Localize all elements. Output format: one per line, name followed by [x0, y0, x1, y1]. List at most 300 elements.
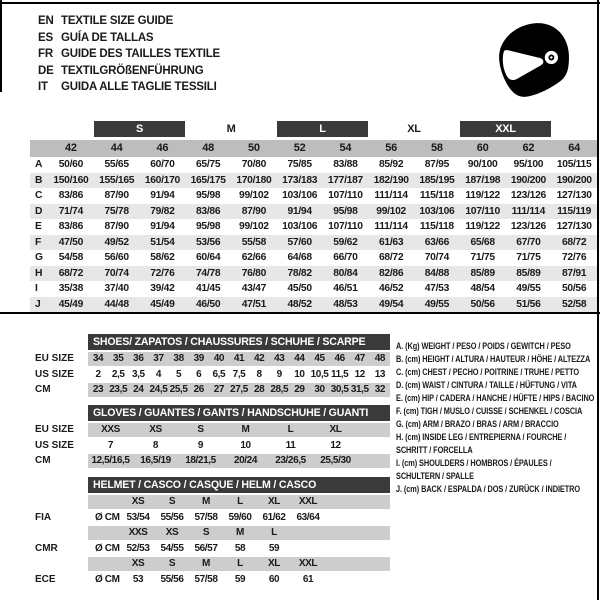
spacer — [30, 405, 88, 421]
size-value-cell: 76/80 — [231, 266, 277, 282]
helmet-size-row — [30, 556, 390, 572]
legend-text: D. (cm) WAIST / CINTURA / TAILLE / HÜFTUNG / VITA — [396, 380, 577, 390]
table-row — [30, 382, 390, 398]
legend-text: F. (cm) TIGH / MUSLO / CUISSE / SCHENKEL / COSCIA — [396, 406, 583, 416]
helmet-size-label: S — [168, 496, 176, 507]
row-label: CM — [35, 384, 51, 395]
helmet-sizes — [88, 525, 390, 541]
standard-label: FIA — [35, 511, 52, 523]
legend-text: J. (cm) BACK / ESPALDA / DOS / ZURÜCK / INDIETRO — [396, 484, 581, 494]
size-value-cell: 78/82 — [277, 266, 323, 282]
size-value-cell: 84/88 — [414, 266, 460, 282]
value-cell: 13 — [374, 368, 386, 380]
value-cell: 24,5 — [149, 384, 168, 395]
helmet-size-label: XL — [268, 496, 280, 507]
spacer — [551, 121, 597, 137]
value-cell: 3,5 — [131, 368, 145, 380]
helmet-values — [88, 510, 390, 526]
helmet-value-cell: 61 — [302, 573, 314, 585]
value-cell: 18/21,5 — [185, 455, 216, 466]
helmet-value-cell: 53/54 — [126, 511, 150, 523]
helmet-size-label: S — [168, 558, 176, 569]
table-row — [30, 351, 390, 367]
table-row — [30, 367, 390, 383]
filler — [325, 556, 390, 572]
spacer — [30, 525, 88, 541]
row-letter: G — [35, 252, 43, 263]
size-value-cell: 83/86 — [185, 204, 231, 220]
size-value-cell: 87/91 — [551, 266, 597, 282]
helmet-table-rows — [30, 494, 390, 587]
size-value-cell: 111/114 — [374, 221, 408, 232]
helmet-value-cell: 56/57 — [194, 542, 218, 554]
value-cell: S — [197, 424, 204, 435]
value-cell: 10 — [240, 439, 251, 451]
row-letter: C — [35, 190, 43, 201]
column-header: 52 — [277, 140, 323, 157]
column-header: 56 — [368, 140, 414, 157]
size-value-cell: 187/198 — [460, 173, 506, 189]
helmet-size-table — [30, 477, 390, 587]
spacer — [30, 556, 88, 572]
helmet-value-cell: 63/64 — [296, 511, 320, 523]
standard-label: ECE — [35, 573, 56, 585]
value-cell: 27,5 — [230, 384, 248, 395]
size-value-cell: 95/98 — [195, 190, 221, 201]
value-cell: 16,5/19 — [140, 455, 171, 466]
spacer — [88, 494, 121, 510]
size-value-cell: 74/78 — [185, 266, 231, 282]
helmet-value-cell: 55/56 — [160, 573, 184, 585]
size-value-cell: 103/106 — [414, 204, 460, 220]
column-header: 62 — [506, 140, 552, 157]
size-value-cell: 165/175 — [185, 173, 231, 189]
value-cell: 23,5 — [109, 384, 128, 395]
legend-text: H. (cm) INSIDE LEG / ENTREPIERNA / FOURCHE / — [396, 432, 567, 442]
legend-line — [396, 336, 596, 349]
size-value-cell: 52/58 — [551, 297, 597, 313]
size-value-cell: 57/60 — [277, 235, 323, 251]
diameter-label: Ø CM — [95, 573, 120, 585]
language-row — [38, 13, 220, 30]
row-letter: F — [30, 235, 48, 251]
filler — [358, 422, 390, 438]
size-value-cell: 190/200 — [551, 173, 597, 189]
legend-text: B. (cm) HEIGHT / ALTURA / HAUTEUR / HÖHE / ALTEZZA — [396, 354, 591, 364]
size-value-cell: 82/86 — [368, 266, 414, 282]
size-value-cell: 72/76 — [561, 252, 587, 263]
value-cell: 42 — [253, 353, 265, 364]
size-value-cell: 87/90 — [231, 204, 277, 220]
table-row — [30, 422, 390, 438]
spacer — [88, 556, 121, 572]
size-value-cell: 70/74 — [94, 266, 140, 282]
size-value-cell: 51/54 — [140, 235, 186, 251]
size-value-cell: 63/66 — [414, 235, 460, 251]
filler — [325, 525, 390, 541]
size-value-cell: 170/180 — [231, 173, 277, 189]
column-header: 54 — [323, 140, 369, 157]
size-value-cell: 55/58 — [231, 235, 277, 251]
language-row — [38, 79, 220, 96]
value-cell: 40 — [213, 353, 225, 364]
size-value-cell: 54/58 — [58, 252, 84, 263]
language-code: EN — [38, 15, 54, 27]
size-value-cell: 68/72 — [551, 235, 597, 251]
value-cell: 12,5/16,5 — [91, 455, 130, 466]
size-value-cell: 95/98 — [195, 221, 221, 232]
spacer — [30, 477, 88, 493]
value-cell: 30,5 — [330, 384, 349, 395]
value-cell: 23/26,5 — [275, 455, 306, 466]
row-values — [88, 367, 390, 383]
size-value-cell: 83/86 — [58, 221, 84, 232]
racing-helmet-icon — [488, 16, 576, 106]
gloves-size-table — [30, 405, 390, 469]
helmet-size-label: L — [271, 527, 277, 538]
size-value-cell: 35/38 — [58, 283, 84, 294]
value-cell: 10 — [294, 368, 305, 380]
value-cell: 45 — [314, 353, 325, 364]
row-label: US SIZE — [35, 368, 74, 380]
size-value-cell: 46/50 — [185, 297, 231, 313]
helmet-value-cell: 57/58 — [194, 511, 218, 523]
filler — [325, 572, 390, 588]
column-header: 64 — [551, 140, 597, 157]
value-cell: 7,5 — [232, 368, 246, 380]
row-label: CM — [35, 455, 51, 466]
helmet-size-label: XXL — [298, 558, 318, 569]
value-cell: 12 — [330, 439, 341, 451]
size-value-cell: 70/74 — [424, 252, 450, 263]
size-value-cell: 48/52 — [277, 297, 323, 313]
value-cell: 28 — [253, 384, 265, 395]
helmet-size-label: M — [236, 527, 244, 538]
helmet-value-row — [30, 572, 390, 588]
helmet-value-row — [30, 510, 390, 526]
size-value-cell: 190/200 — [506, 173, 552, 189]
value-cell: 47 — [354, 353, 365, 364]
right-border-line — [597, 0, 599, 600]
textile-size-table — [30, 121, 597, 312]
size-value-cell: 60/70 — [150, 159, 175, 170]
size-value-cell: 185/195 — [414, 173, 460, 189]
size-value-cell: 155/165 — [94, 173, 140, 189]
size-value-cell: 150/160 — [48, 173, 94, 189]
helmet-value-cell: 52/53 — [126, 542, 150, 554]
size-value-cell: 64/68 — [287, 252, 312, 263]
language-title: TEXTILGRÖßENFÜHRUNG — [61, 64, 204, 77]
value-cell: 25,5/30 — [320, 455, 351, 466]
value-cell: XXS — [101, 424, 120, 435]
column-header-spacer — [30, 140, 48, 157]
size-value-cell: 60/64 — [195, 252, 221, 263]
size-value-cell: 115/119 — [551, 204, 597, 220]
size-value-cell: 85/89 — [460, 266, 506, 282]
size-value-cell: 48/53 — [323, 297, 369, 313]
size-value-cell: 68/72 — [48, 266, 94, 282]
helmet-value-cell: 55/56 — [160, 511, 184, 523]
size-value-cell: 51/56 — [506, 297, 552, 313]
size-value-cell: 45/49 — [48, 297, 94, 313]
language-row — [38, 30, 220, 47]
legend-text: SCHRITT / FORCELLA — [396, 445, 473, 455]
row-letter: J — [30, 297, 48, 313]
size-value-cell: 43/47 — [241, 283, 267, 294]
column-header: 58 — [414, 140, 460, 157]
size-value-cell: 91/94 — [150, 221, 175, 232]
language-code: FR — [38, 48, 53, 61]
row-letter: I — [35, 283, 38, 294]
helmet-size-row — [30, 494, 390, 510]
size-value-cell: 47/50 — [48, 235, 94, 251]
size-value-cell: 47/51 — [231, 297, 277, 313]
value-cell: XS — [149, 424, 162, 435]
size-value-cell: 41/45 — [195, 283, 221, 294]
size-value-cell: 37/40 — [104, 283, 129, 294]
size-value-cell: 79/82 — [140, 204, 186, 220]
size-value-cell: 53/56 — [185, 235, 231, 251]
helmet-size-label: XS — [131, 496, 145, 507]
column-header: 44 — [94, 140, 140, 157]
size-value-cell: 44/48 — [94, 297, 140, 313]
filler — [325, 541, 390, 557]
size-value-cell: 87/90 — [104, 221, 129, 232]
legend-text: C. (cm) CHEST / PECHO / POITRINE / TRUHE / PETTO — [396, 367, 580, 377]
filler — [358, 453, 390, 469]
value-cell: L — [287, 424, 294, 435]
size-value-cell: 107/110 — [328, 190, 363, 201]
helmet-sizes — [88, 556, 390, 572]
size-value-cell: 72/76 — [140, 266, 186, 282]
helmet-table-title: HELMET / CASCO / CASQUE / HELM / CASCO — [88, 477, 390, 493]
diameter-label: Ø CM — [95, 542, 120, 554]
size-value-cell: 49/55 — [516, 283, 541, 294]
size-group-label: M — [226, 123, 236, 135]
size-group-label: S — [94, 121, 186, 137]
size-value-cell: 123/126 — [510, 190, 546, 201]
helmet-value-cell: 59 — [234, 573, 246, 585]
helmet-size-row — [30, 525, 390, 541]
spacer — [30, 121, 94, 137]
measurement-legend — [396, 336, 596, 492]
row-letter: D — [30, 204, 48, 220]
top-border-line — [0, 2, 600, 4]
column-header: 50 — [231, 140, 277, 157]
language-title-list — [38, 13, 220, 96]
size-value-cell: 90/100 — [467, 159, 498, 170]
size-value-cell: 111/114 — [506, 204, 552, 220]
language-code: DE — [38, 64, 54, 77]
size-value-cell: 71/74 — [48, 204, 94, 220]
size-value-cell: 95/98 — [323, 204, 369, 220]
size-value-cell: 58/62 — [150, 252, 175, 263]
size-value-cell: 66/70 — [333, 252, 358, 263]
helmet-value-cell: 59/60 — [228, 511, 252, 523]
helmet-value-cell: 54/55 — [160, 542, 184, 554]
row-values — [88, 382, 390, 398]
helmet-value-cell: 60 — [268, 573, 280, 585]
value-cell: 36 — [133, 353, 144, 364]
column-header: 42 — [48, 140, 94, 157]
helmet-size-label: XS — [165, 527, 179, 538]
helmet-value-cell: 58 — [234, 542, 246, 554]
row-values — [88, 351, 390, 367]
language-title: GUIDA ALLE TAGLIE TESSILI — [61, 81, 217, 94]
helmet-size-label: XL — [268, 558, 280, 569]
helmet-value-cell: 57/58 — [194, 573, 218, 585]
value-cell: 35 — [113, 353, 124, 364]
size-value-cell: 45/49 — [140, 297, 186, 313]
size-value-cell: 103/106 — [282, 221, 318, 232]
legend-text: I. (cm) SHOULDERS / HOMBROS / ÉPAULES / — [396, 458, 552, 468]
value-cell: 11,5 — [331, 368, 349, 380]
size-value-cell: 173/183 — [277, 173, 323, 189]
column-header: 60 — [460, 140, 506, 157]
row-letter: E — [35, 221, 42, 232]
value-cell: 32 — [374, 384, 386, 395]
size-value-cell: 71/75 — [516, 252, 541, 263]
gloves-table-rows — [30, 422, 390, 469]
value-cell: 9 — [276, 368, 282, 380]
value-cell: 6 — [196, 368, 202, 380]
row-values — [88, 422, 390, 438]
size-value-cell: 127/130 — [556, 190, 592, 201]
value-cell: 38 — [173, 353, 184, 364]
legend-text: G. (cm) ARM / BRAZO / BRAS / ARM / BRACCIO — [396, 419, 559, 429]
filler — [358, 438, 390, 454]
size-value-cell: 75/78 — [94, 204, 140, 220]
value-cell: 48 — [374, 353, 386, 364]
value-cell: M — [241, 424, 250, 435]
left-border-line — [0, 0, 2, 92]
size-value-cell: 91/94 — [277, 204, 323, 220]
column-header: 46 — [140, 140, 186, 157]
helmet-size-label — [291, 525, 325, 541]
size-value-cell: 95/100 — [513, 159, 544, 170]
row-letter: H — [30, 266, 48, 282]
value-cell: 6,5 — [212, 368, 226, 380]
size-value-cell: 49/54 — [368, 297, 414, 313]
standard-label: CMR — [35, 542, 58, 554]
helmet-value-cell: 59 — [268, 542, 280, 554]
filler — [325, 494, 390, 510]
row-values — [88, 438, 390, 454]
size-value-cell: 49/52 — [94, 235, 140, 251]
size-value-cell: 67/70 — [506, 235, 552, 251]
value-cell: 44 — [294, 353, 305, 364]
value-cell: 8 — [152, 439, 159, 451]
spacer — [30, 334, 88, 350]
size-value-cell: 47/53 — [424, 283, 450, 294]
size-value-cell: 85/92 — [378, 159, 404, 170]
size-value-cell: 45/50 — [287, 283, 312, 294]
value-cell: 23 — [92, 384, 104, 395]
shoes-table-title: SHOES/ ZAPATOS / CHAUSSURES / SCHUHE / SCARPE — [88, 334, 390, 350]
size-value-cell: 65/75 — [195, 159, 221, 170]
row-label: EU SIZE — [35, 424, 74, 435]
row-letter: B — [30, 173, 48, 189]
value-cell: 43 — [274, 353, 285, 364]
value-cell: 24 — [133, 384, 144, 395]
helmet-values — [88, 572, 390, 588]
helmet-sizes — [88, 494, 390, 510]
value-cell: 8 — [256, 368, 262, 380]
value-cell: 41 — [233, 353, 245, 364]
language-title: TEXTILE SIZE GUIDE — [61, 15, 174, 27]
value-cell: 39 — [193, 353, 204, 364]
value-cell: 7 — [107, 439, 114, 451]
size-value-cell: 123/126 — [510, 221, 546, 232]
size-value-cell: 127/130 — [556, 221, 592, 232]
helmet-value-cell: 53 — [132, 573, 144, 585]
legend-text: E. (cm) HIP / CADERA / HANCHE / HÜFTE / HIPS / BACINO — [396, 393, 595, 403]
size-value-cell: 65/68 — [460, 235, 506, 251]
helmet-value-cell — [291, 541, 325, 557]
table-row — [30, 438, 390, 454]
spacer — [88, 525, 121, 541]
size-group-label: XXL — [460, 121, 552, 137]
value-cell: 9 — [197, 439, 204, 451]
helmet-value-row — [30, 541, 390, 557]
value-cell: 12 — [354, 368, 365, 380]
legend-text: A. (Kg) WEIGHT / PESO / POIDS / GEWITCH / PESO — [396, 341, 571, 351]
shoes-size-table — [30, 334, 390, 398]
value-cell: 2,5 — [111, 368, 125, 380]
size-value-cell: 62/66 — [241, 252, 267, 263]
helmet-values — [88, 541, 390, 557]
size-value-cell: 80/84 — [323, 266, 369, 282]
size-value-cell: 59/62 — [323, 235, 369, 251]
helmet-size-label: M — [202, 558, 210, 569]
legend-text: SCHULTERN / SPALLE — [396, 471, 474, 481]
size-value-cell: 182/190 — [368, 173, 414, 189]
size-value-cell: 68/72 — [378, 252, 404, 263]
size-value-cell: 115/118 — [419, 221, 454, 232]
language-code: ES — [38, 31, 53, 44]
size-value-cell: 91/94 — [150, 190, 175, 201]
helmet-size-label: XXS — [128, 527, 148, 538]
value-cell: 46 — [334, 353, 345, 364]
value-cell: 28,5 — [270, 384, 289, 395]
helmet-size-label: XS — [131, 558, 145, 569]
size-value-cell: 61/63 — [368, 235, 414, 251]
helmet-size-label: S — [202, 527, 210, 538]
value-cell: 27 — [213, 384, 225, 395]
size-value-cell: 50/56 — [460, 297, 506, 313]
helmet-size-label: L — [237, 558, 243, 569]
value-cell: 34 — [92, 353, 104, 364]
size-value-cell: 111/114 — [374, 190, 408, 201]
value-cell: 26 — [193, 384, 204, 395]
size-value-cell: 83/86 — [58, 190, 84, 201]
size-value-cell: 49/55 — [414, 297, 460, 313]
size-value-cell: 55/65 — [104, 159, 129, 170]
table-row — [30, 453, 390, 469]
row-label: US SIZE — [35, 439, 74, 451]
size-value-cell: 85/89 — [506, 266, 552, 282]
value-cell: 2 — [95, 368, 101, 380]
size-value-cell: 119/122 — [465, 221, 500, 232]
gloves-table-title: GLOVES / GUANTES / GANTS / HANDSCHUHE / GUANTI — [88, 405, 390, 421]
size-value-cell: 56/60 — [104, 252, 129, 263]
size-value-cell: 107/110 — [460, 204, 506, 220]
language-row — [38, 63, 220, 80]
size-value-cell: 99/102 — [239, 221, 269, 232]
size-value-cell: 39/42 — [150, 283, 175, 294]
size-value-cell: 103/106 — [282, 190, 318, 201]
language-code: IT — [38, 81, 48, 94]
